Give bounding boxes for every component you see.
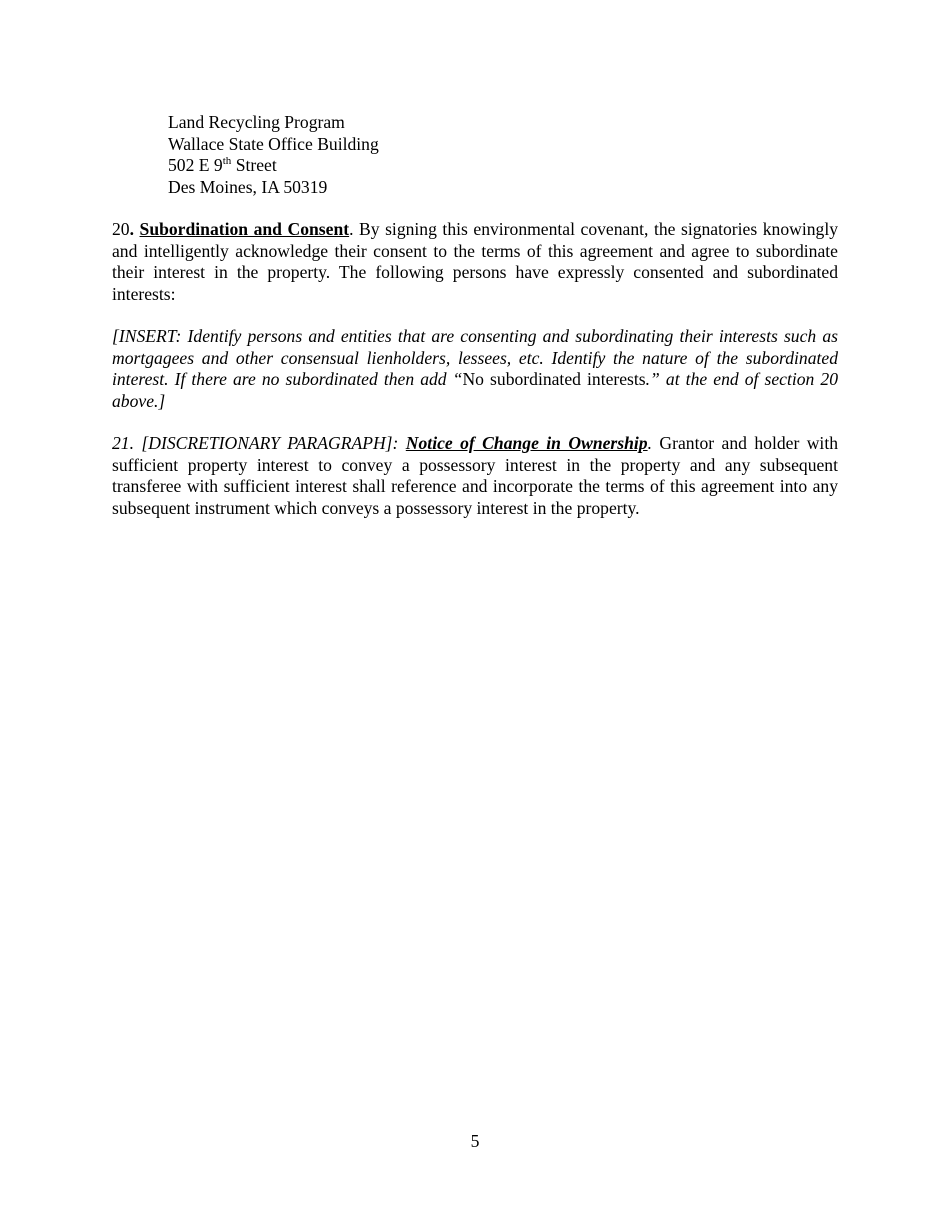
address-line-street [168, 155, 568, 177]
insert-instruction-tail: .” at the end of section 20 above.] [112, 369, 839, 411]
address-line-city: Des Moines, IA 50319 [168, 176, 328, 197]
section-20-number: 20 [112, 219, 130, 239]
address-line-program: Land Recycling Program [168, 112, 345, 132]
mailing-address-block [168, 112, 568, 198]
section-20-paragraph [112, 219, 838, 305]
insert-instruction-paragraph [112, 326, 838, 412]
page-number: 5 [470, 1131, 480, 1151]
street-number: 502 E 9 [168, 155, 223, 175]
section-20-heading: Subordination and Consent [139, 219, 350, 239]
address-line-building: Wallace State Office Building [168, 133, 379, 154]
ordinal-suffix: th [222, 155, 232, 167]
section-21-heading: Notice of Change in Ownership [405, 433, 648, 453]
section-20-number-period: . [129, 219, 134, 239]
section-21-paragraph [112, 433, 838, 519]
section-20-heading-period: . [349, 219, 354, 239]
section-21-body: Grantor and holder with sufficient property interest to convey a possessory interest in the property and any subsequent transferee with sufficient interest shall reference and incorporate the terms of this agreement into any subsequent instrument which conveys a possessory interest in the property. [112, 433, 838, 518]
section-21-heading-period: . [647, 433, 652, 453]
insert-example-text: No subordinated interests [462, 369, 646, 389]
street-name: Street [231, 155, 277, 175]
section-21-prefix: 21. [DISCRETIONARY PARAGRAPH]: [112, 433, 406, 453]
section-20-body: By signing this environmental covenant, the signatories knowingly and intelligently acknowledge their consent to the terms of this agreement and agree to subordinate their interest in the property. The following persons have expressly consented and subordinated interests: [112, 219, 838, 304]
insert-instruction-text: [INSERT: Identify persons and entities that are consenting and subordinating their interests such as mortgagees and other consensual lienholders, lessees, etc. Identify the nature of the subordinated interest. If there are no subordinated then add “ [112, 326, 838, 389]
